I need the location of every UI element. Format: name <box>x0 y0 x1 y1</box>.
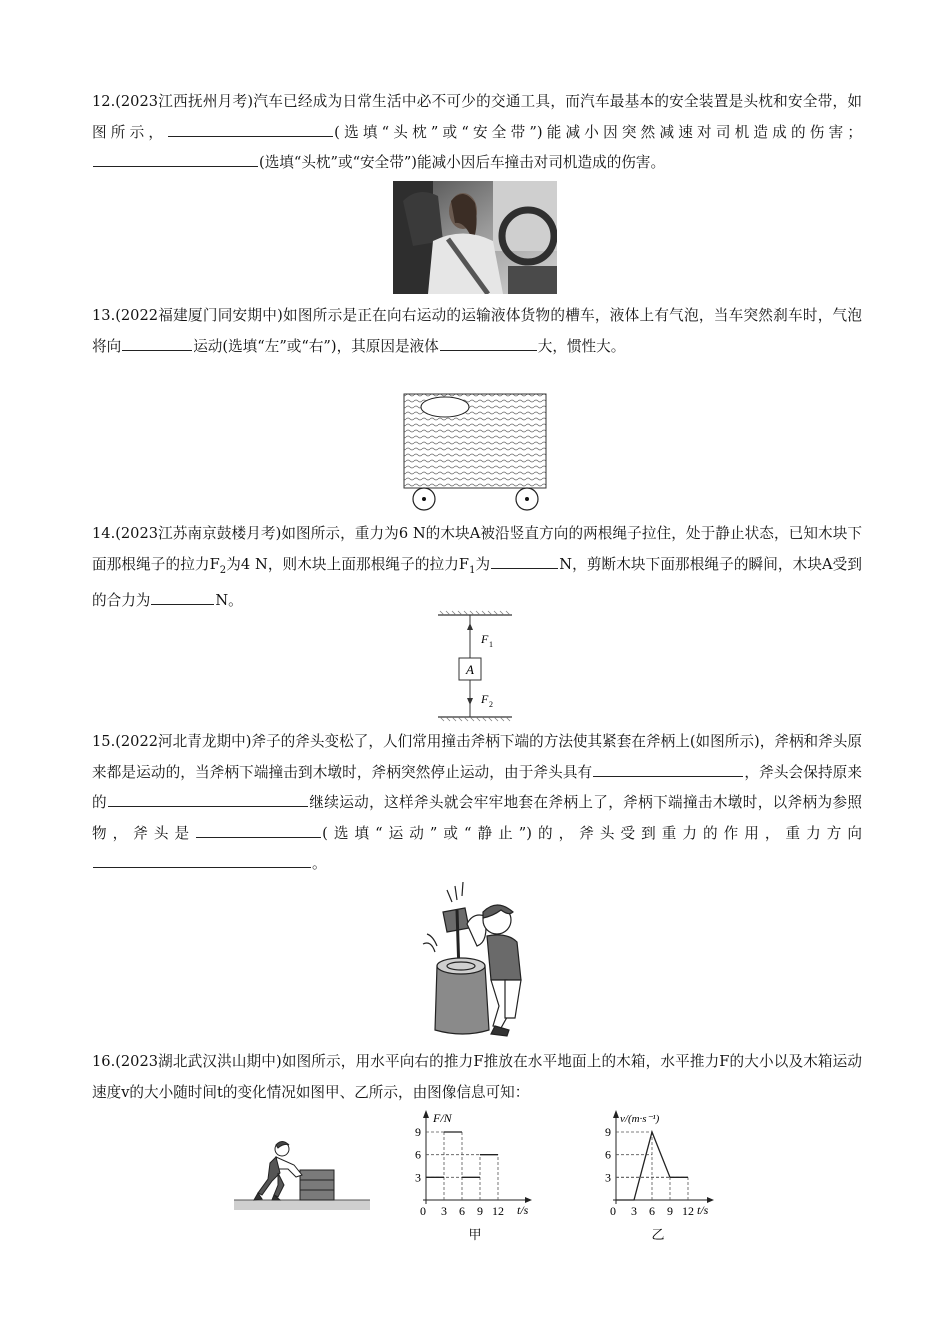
q13-blank-2[interactable] <box>440 333 537 351</box>
q14-sub-2: 2 <box>219 564 227 576</box>
x-tick-label: 6 <box>649 1204 655 1218</box>
q16-text-1: 16.(2023湖北武汉洪山期中)如图所示，用水平向右的推力F推放在水平地面上的木箱，水平推力F的大小以及木箱运动速度v的大小随时间t的变化情况如图甲、乙所示，由图像信息可知： <box>92 1053 862 1101</box>
x-tick-label: 6 <box>459 1204 465 1218</box>
x-tick-label: 9 <box>667 1204 673 1218</box>
force-time-chart <box>405 1108 535 1243</box>
q15-blank-4[interactable] <box>93 850 311 868</box>
block-rope-diagram <box>436 610 516 725</box>
x-axis-label: t/s <box>697 1203 709 1217</box>
f2-sub: 2 <box>489 700 493 709</box>
x-tick-label: 12 <box>682 1204 694 1218</box>
y-tick-label: 9 <box>605 1125 611 1139</box>
q14-text-3: 为 <box>475 555 491 573</box>
q14-text-2: 为4 N，则木块上面那根绳子的拉力F <box>226 555 470 573</box>
q12-blank-2[interactable] <box>93 149 258 167</box>
question-15 <box>92 727 862 880</box>
y-axis-label: F/N <box>433 1111 452 1125</box>
q15-text-2: ，斧头会保持原来的 <box>92 763 862 811</box>
chart-caption: 甲 <box>468 1228 482 1243</box>
q14-text-4: N，剪断木块下面那根绳子的瞬间，木块A受到的合力为 <box>92 555 862 609</box>
x-tick-label: 0 <box>610 1204 616 1218</box>
y-tick-label: 9 <box>415 1125 421 1139</box>
q13-text-3: 大，惯性大。 <box>537 337 626 355</box>
crate <box>300 1170 334 1200</box>
q13-blank-1[interactable] <box>122 333 192 351</box>
block-label: A <box>466 662 474 677</box>
q13-text-1: 13.(2022福建厦门同安期中)如图所示是正在向右运动的运输液体货物的槽车，液体上有气泡，当车突然刹车时，气泡将向 <box>92 307 862 355</box>
question-16 <box>92 1047 862 1108</box>
q13-text-2: 运动(选填“左”或“右”)，其原因是液体 <box>193 337 439 355</box>
y-tick-label: 6 <box>415 1147 421 1162</box>
q14-text-5: N。 <box>215 591 243 609</box>
q12-text-1: 12.(2023江西抚州月考)汽车已经成为日常生活中必不可少的交通工具，而汽车最基本的安全装置是头枕和安全带，如图所示， <box>92 93 862 141</box>
f2-label: F <box>481 692 489 706</box>
q14-text-1: 14.(2023江苏南京鼓楼月考)如图所示，重力为6 N的木块A被沿竖直方向的两根绳子拉住，处于静止状态，已知木块下面那根绳子的拉力F <box>92 525 862 573</box>
q12-text-2: (选填“头枕”或“安全带”)能减小因突然减速对司机造成的伤害； <box>334 123 862 141</box>
q15-blank-1[interactable] <box>593 759 743 777</box>
question-12 <box>92 87 862 179</box>
tanker-diagram <box>398 392 553 514</box>
x-tick-label: 9 <box>477 1204 483 1218</box>
x-tick-label: 12 <box>492 1204 504 1218</box>
x-tick-label: 0 <box>420 1204 426 1218</box>
y-tick-label: 3 <box>415 1170 421 1185</box>
f1-label: F <box>481 632 489 646</box>
q15-blank-2[interactable] <box>108 789 308 807</box>
q14-sub-1: 1 <box>469 564 476 576</box>
x-axis-label: t/s <box>517 1203 529 1217</box>
velocity-time-chart <box>595 1108 725 1243</box>
q12-blank-1[interactable] <box>168 119 333 137</box>
car-seat-photo <box>393 181 557 294</box>
f1-sub: 1 <box>489 640 493 649</box>
q14-blank-2[interactable] <box>151 587 214 605</box>
y-tick-label: 3 <box>605 1170 611 1185</box>
q15-text-5: 。 <box>312 855 327 872</box>
question-14 <box>92 519 862 616</box>
x-tick-label: 3 <box>441 1204 447 1218</box>
push-box-illustration <box>232 1137 372 1212</box>
y-tick-label: 6 <box>605 1147 611 1162</box>
q14-blank-1[interactable] <box>491 551 558 569</box>
axe-illustration <box>417 880 532 1040</box>
q15-text-4: (选填“运动”或“静止”)的，斧头受到重力的作用，重力方向 <box>322 824 862 842</box>
y-axis-label: v/(m·s⁻¹) <box>620 1113 660 1125</box>
x-tick-label: 3 <box>631 1204 637 1218</box>
q12-text-3: (选填“头枕”或“安全带”)能减小因后车撞击对司机造成的伤害。 <box>259 154 666 171</box>
chart-caption: 乙 <box>651 1228 665 1243</box>
question-13 <box>92 301 862 362</box>
q15-blank-3[interactable] <box>196 820 321 838</box>
bubble <box>421 397 469 417</box>
q15-text-3: 继续运动，这样斧头就会牢牢地套在斧柄上了，斧柄下端撞击木墩时，以斧柄为参照物，斧头是 <box>92 794 862 842</box>
q15-text-1: 15.(2022河北青龙期中)斧子的斧头变松了，人们常用撞击斧柄下端的方法使其紧套在斧柄上(如图所示)，斧柄和斧头原来都是运动的，当斧柄下端撞击到木墩时，斧柄突然停止运动，由于斧头具有 <box>92 733 862 781</box>
